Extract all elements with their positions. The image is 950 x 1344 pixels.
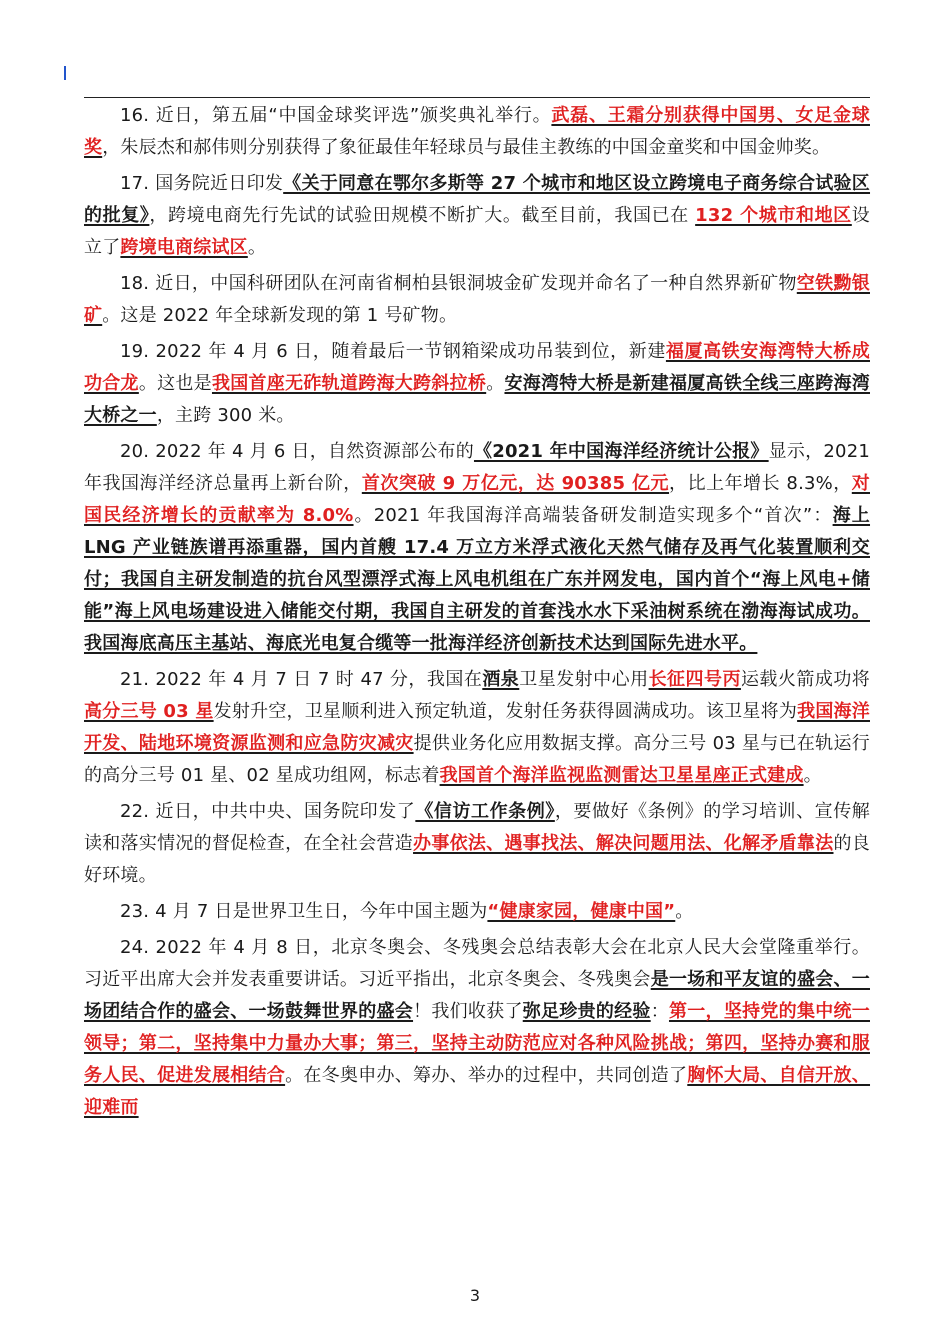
emphasis-text: 海上 LNG 产业链族谱再添重器，国内首艘 17.4 万立方米浮式液化天然气储存及再气化装置顺利交付；我国自主研发制造的抗台风型漂浮式海上风电机组在广东并网发电，国内首个“海上风电+储能”海上风电场建设进入储能交付期，我国自主研发的首套浅水水下采油树系统在渤海海试成功。我国海底高压主基站、海底光电复合缆等一批海洋经济创新技术达到国际先进水平。 (84, 505, 871, 654)
highlight-key-fact: 福厦高铁安海湾特大桥成功合龙 (84, 341, 870, 394)
highlight-key-fact: 办事依法、遇事找法、解决问题用法、化解矛盾靠法 (413, 833, 834, 854)
news-item (84, 100, 870, 164)
body-text: 。这也是 (138, 373, 212, 394)
body-text: 。 (803, 765, 822, 786)
body-text: ，主跨 300 米。 (156, 405, 295, 426)
news-item (84, 796, 870, 892)
body-text: 22. 近日，中共中央、国务院印发了 (120, 801, 416, 822)
body-text: ！我们收获了 (413, 1001, 523, 1022)
highlight-key-fact: 我国海洋开发、陆地环境资源监测和应急防灾减灾 (84, 701, 870, 754)
emphasis-text: 酒泉 (482, 669, 520, 690)
highlight-key-fact: 跨境电商综试区 (120, 237, 248, 258)
document-body (84, 100, 870, 1128)
highlight-key-fact: “健康家园，健康中国” (487, 901, 676, 922)
body-text: 。 (247, 237, 267, 258)
news-item (84, 436, 870, 660)
body-text: 显示，2021 年我国海洋经济总量再上新台阶， (84, 441, 870, 494)
header-rule (84, 97, 870, 98)
news-item (84, 336, 870, 432)
highlight-key-fact: 长征四号丙 (648, 669, 741, 690)
body-text: 16. 近日，第五届“中国金球奖评选”颁奖典礼举行。 (120, 105, 552, 126)
body-text: ，要做好《条例》的学习培训、宣传解读和落实情况的督促检查，在全社会营造 (84, 801, 870, 854)
highlight-key-fact: 132 个城市和地区 (695, 205, 852, 226)
body-text: ，朱辰杰和郝伟则分别获得了象征最佳年轻球员与最佳主教练的中国金童奖和中国金帅奖。 (102, 137, 831, 158)
news-item (84, 664, 870, 792)
highlight-key-fact: 高分三号 03 星 (84, 701, 214, 722)
highlight-key-fact: 第一，坚持党的集中统一领导；第二，坚持集中力量办大事；第三，坚持主动防范应对各种风险挑战；第四，坚持办赛和服务人民、促进发展相结合 (84, 1001, 870, 1086)
body-text: 。 (675, 901, 694, 922)
body-text: 19. 2022 年 4 月 6 日，随着最后一节钢箱梁成功吊装到位，新建 (120, 341, 666, 362)
body-text: 。2021 年我国海洋高端装备研发制造实现多个“首次”： (353, 505, 833, 526)
body-text: ： (650, 1001, 669, 1022)
body-text: 设立了 (84, 205, 870, 258)
body-text: 的良好环境。 (84, 833, 870, 886)
highlight-key-fact: 首次突破 9 万亿元，达 90385 亿元 (361, 473, 670, 494)
highlight-key-fact: 对国民经济增长的贡献率为 8.0% (84, 473, 870, 526)
body-text: 提供业务化应用数据支撑。高分三号 03 星与已在轨运行的高分三号 01 星、02 星成功组网，标志着 (84, 733, 870, 786)
news-item (84, 932, 870, 1124)
body-text: 24. 2022 年 4 月 8 日，北京冬奥会、冬残奥会总结表彰大会在北京人民大会堂隆重举行。习近平出席大会并发表重要讲话。习近平指出，北京冬奥会、冬残奥会 (84, 937, 870, 990)
news-item (84, 168, 870, 264)
body-text: 发射升空，卫星顺利进入预定轨道，发射任务获得圆满成功。该卫星将为 (213, 701, 798, 722)
emphasis-text: 弥足珍贵的经验 (522, 1001, 651, 1022)
text-cursor (64, 66, 66, 80)
news-item (84, 268, 870, 332)
body-text: 。 (486, 373, 505, 394)
body-text: ，跨境电商先行先试的试验田规模不断扩大。截至目前，我国已在 (149, 205, 696, 226)
emphasis-text: 《信访工作条例》 (415, 801, 555, 822)
emphasis-text: 安海湾特大桥是新建福厦高铁全线三座跨海湾大桥之一 (84, 373, 870, 426)
emphasis-text: 《关于同意在鄂尔多斯等 27 个城市和地区设立跨境电子商务综合试验区的批复》 (84, 173, 871, 226)
body-text: 。在冬奥申办、筹办、举办的过程中，共同创造了 (285, 1065, 688, 1086)
emphasis-text: 是一场和平友谊的盛会、一场团结合作的盛会、一场鼓舞世界的盛会 (84, 969, 870, 1022)
body-text: 卫星发射中心用 (519, 669, 649, 690)
body-text: 18. 近日，中国科研团队在河南省桐柏县银洞坡金矿发现并命名了一种自然界新矿物 (120, 273, 797, 294)
news-item (84, 896, 870, 928)
highlight-key-fact: 我国首座无砟轨道跨海大跨斜拉桥 (211, 373, 487, 394)
highlight-key-fact: 胸怀大局、自信开放、迎难而 (84, 1065, 871, 1118)
body-text: ，比上年增长 8.3%， (669, 473, 852, 494)
body-text: 21. 2022 年 4 月 7 日 7 时 47 分，我国在 (120, 669, 483, 690)
page-number: 3 (469, 1286, 481, 1305)
body-text: 运载火箭成功将 (740, 669, 870, 690)
body-text: 17. 国务院近日印发 (120, 173, 284, 194)
highlight-key-fact: 武磊、王霜分别获得中国男、女足金球奖 (84, 105, 870, 158)
body-text: 20. 2022 年 4 月 6 日，自然资源部公布的 (120, 441, 474, 462)
emphasis-text: 《2021 年中国海洋经济统计公报》 (473, 441, 769, 462)
highlight-key-fact: 空铁黝银矿 (84, 273, 870, 326)
highlight-key-fact: 我国首个海洋监视监测雷达卫星星座正式建成 (439, 765, 804, 786)
body-text: 23. 4 月 7 日是世界卫生日，今年中国主题为 (120, 901, 488, 922)
body-text: 。这是 2022 年全球新发现的第 1 号矿物。 (102, 305, 458, 326)
